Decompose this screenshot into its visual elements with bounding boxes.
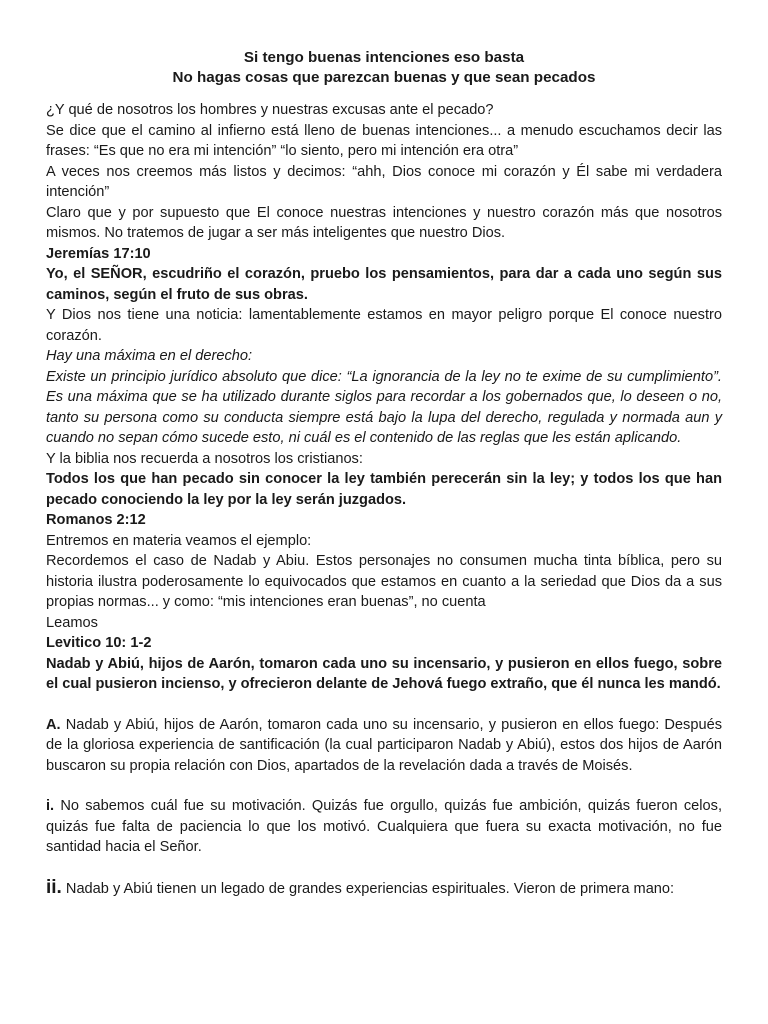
scripture-reference: Jeremías 17:10 <box>46 245 151 262</box>
paragraph: Entremos en materia veamos el ejemplo: <box>46 532 312 549</box>
italic-paragraph: Existe un principio jurídico absoluto que dice: “La ignorancia de la ley no te exime de su cumplimiento”. Es una máxima que se ha utilizado durante siglos para recordar a los gobernados que, lo deseen o no, tanto su persona como su conducta siempre está bajo la lupa del derecho, regulada y normada aun y cuando no sepan cómo sucede esto, ni cuál es el contenido de las reglas que les están aplicando. <box>46 368 722 446</box>
scripture-reference: Romanos 2:12 <box>46 512 146 528</box>
document-title: Si tengo buenas intenciones eso basta <box>243 49 525 66</box>
section-text: No sabemos cuál fue su motivación. Quizás fue orgullo, quizás fue ambición, quizás fueron celos, quizás fue falta de paciencia lo que los motivó. Cualquiera que fuera su exacta motivación, no fue santidad hacia el Señor. <box>46 798 723 855</box>
paragraph: Y la biblia nos recuerda a nosotros los cristianos: <box>46 450 363 467</box>
scripture-verse: Todos los que han pecado sin conocer la ley también perecerán sin la ley; y todos los que han pecado conociendo la ley por la ley serán juzgados. <box>46 471 722 508</box>
paragraph: Y Dios nos tiene una noticia: lamentablemente estamos en mayor peligro porque El conoce nuestro corazón. <box>46 307 722 344</box>
scripture-reference: Levitico 10: 1-2 <box>46 635 152 651</box>
paragraph: A veces nos creemos más listos y decimos: “ahh, Dios conoce mi corazón y Él sabe mi verdadera intención” <box>46 163 722 200</box>
document-page <box>46 48 722 899</box>
section-ii <box>46 878 722 900</box>
paragraph: Se dice que el camino al infierno está lleno de buenas intenciones... a menudo escuchamos decir las frases: “Es que no era mi intención” “lo siento, pero mi intención era otra” <box>46 122 722 159</box>
section-marker: ii. <box>46 876 62 898</box>
scripture-verse: Yo, el SEÑOR, escudriño el corazón, pruebo los pensamientos, para dar a cada uno según sus caminos, según el fruto de sus obras. <box>46 266 722 303</box>
section-a <box>46 715 722 777</box>
paragraph: Claro que y por supuesto que El conoce nuestras intenciones y nuestro corazón más que nosotros mismos. No tratemos de jugar a ser más inteligentes que nuestro Dios. <box>46 204 722 241</box>
section-text: Nadab y Abiú, hijos de Aarón, tomaron cada uno su incensario, y pusieron en ellos fuego: Después de la gloriosa experiencia de santificación (la cual participaron Nadab y Abiú), estos dos hijos de Aarón buscaron su propia relación con Dios, apartados de la revelación dada a través de Moisés. <box>46 716 722 774</box>
section-i <box>46 796 722 858</box>
section-text: Nadab y Abiú tienen un legado de grandes experiencias espirituales. Vieron de primera mano: <box>65 880 675 897</box>
paragraph: Recordemos el caso de Nadab y Abiu. Estos personajes no consumen mucha tinta bíblica, pero su historia ilustra poderosamente lo equivocados que estamos en cuanto a la seriedad que Dios da a sus propias normas... y como: “mis intenciones eran buenas”, no cuenta <box>46 553 722 610</box>
document-subtitle: No hagas cosas que parezcan buenas y que sean pecados <box>172 69 596 86</box>
scripture-verse: Nadab y Abiú, hijos de Aarón, tomaron cada uno su incensario, y pusieron en ellos fuego, sobre el cual pusieron incienso, y ofrecieron delante de Jehová fuego extraño, que él nunca les mandó. <box>46 655 722 692</box>
section-marker: i. <box>46 798 55 814</box>
paragraph: ¿Y qué de nosotros los hombres y nuestras excusas ante el pecado? <box>46 102 494 118</box>
italic-paragraph: Hay una máxima en el derecho: <box>46 348 253 364</box>
paragraph: Leamos <box>46 614 98 631</box>
section-marker: A. <box>46 716 61 733</box>
